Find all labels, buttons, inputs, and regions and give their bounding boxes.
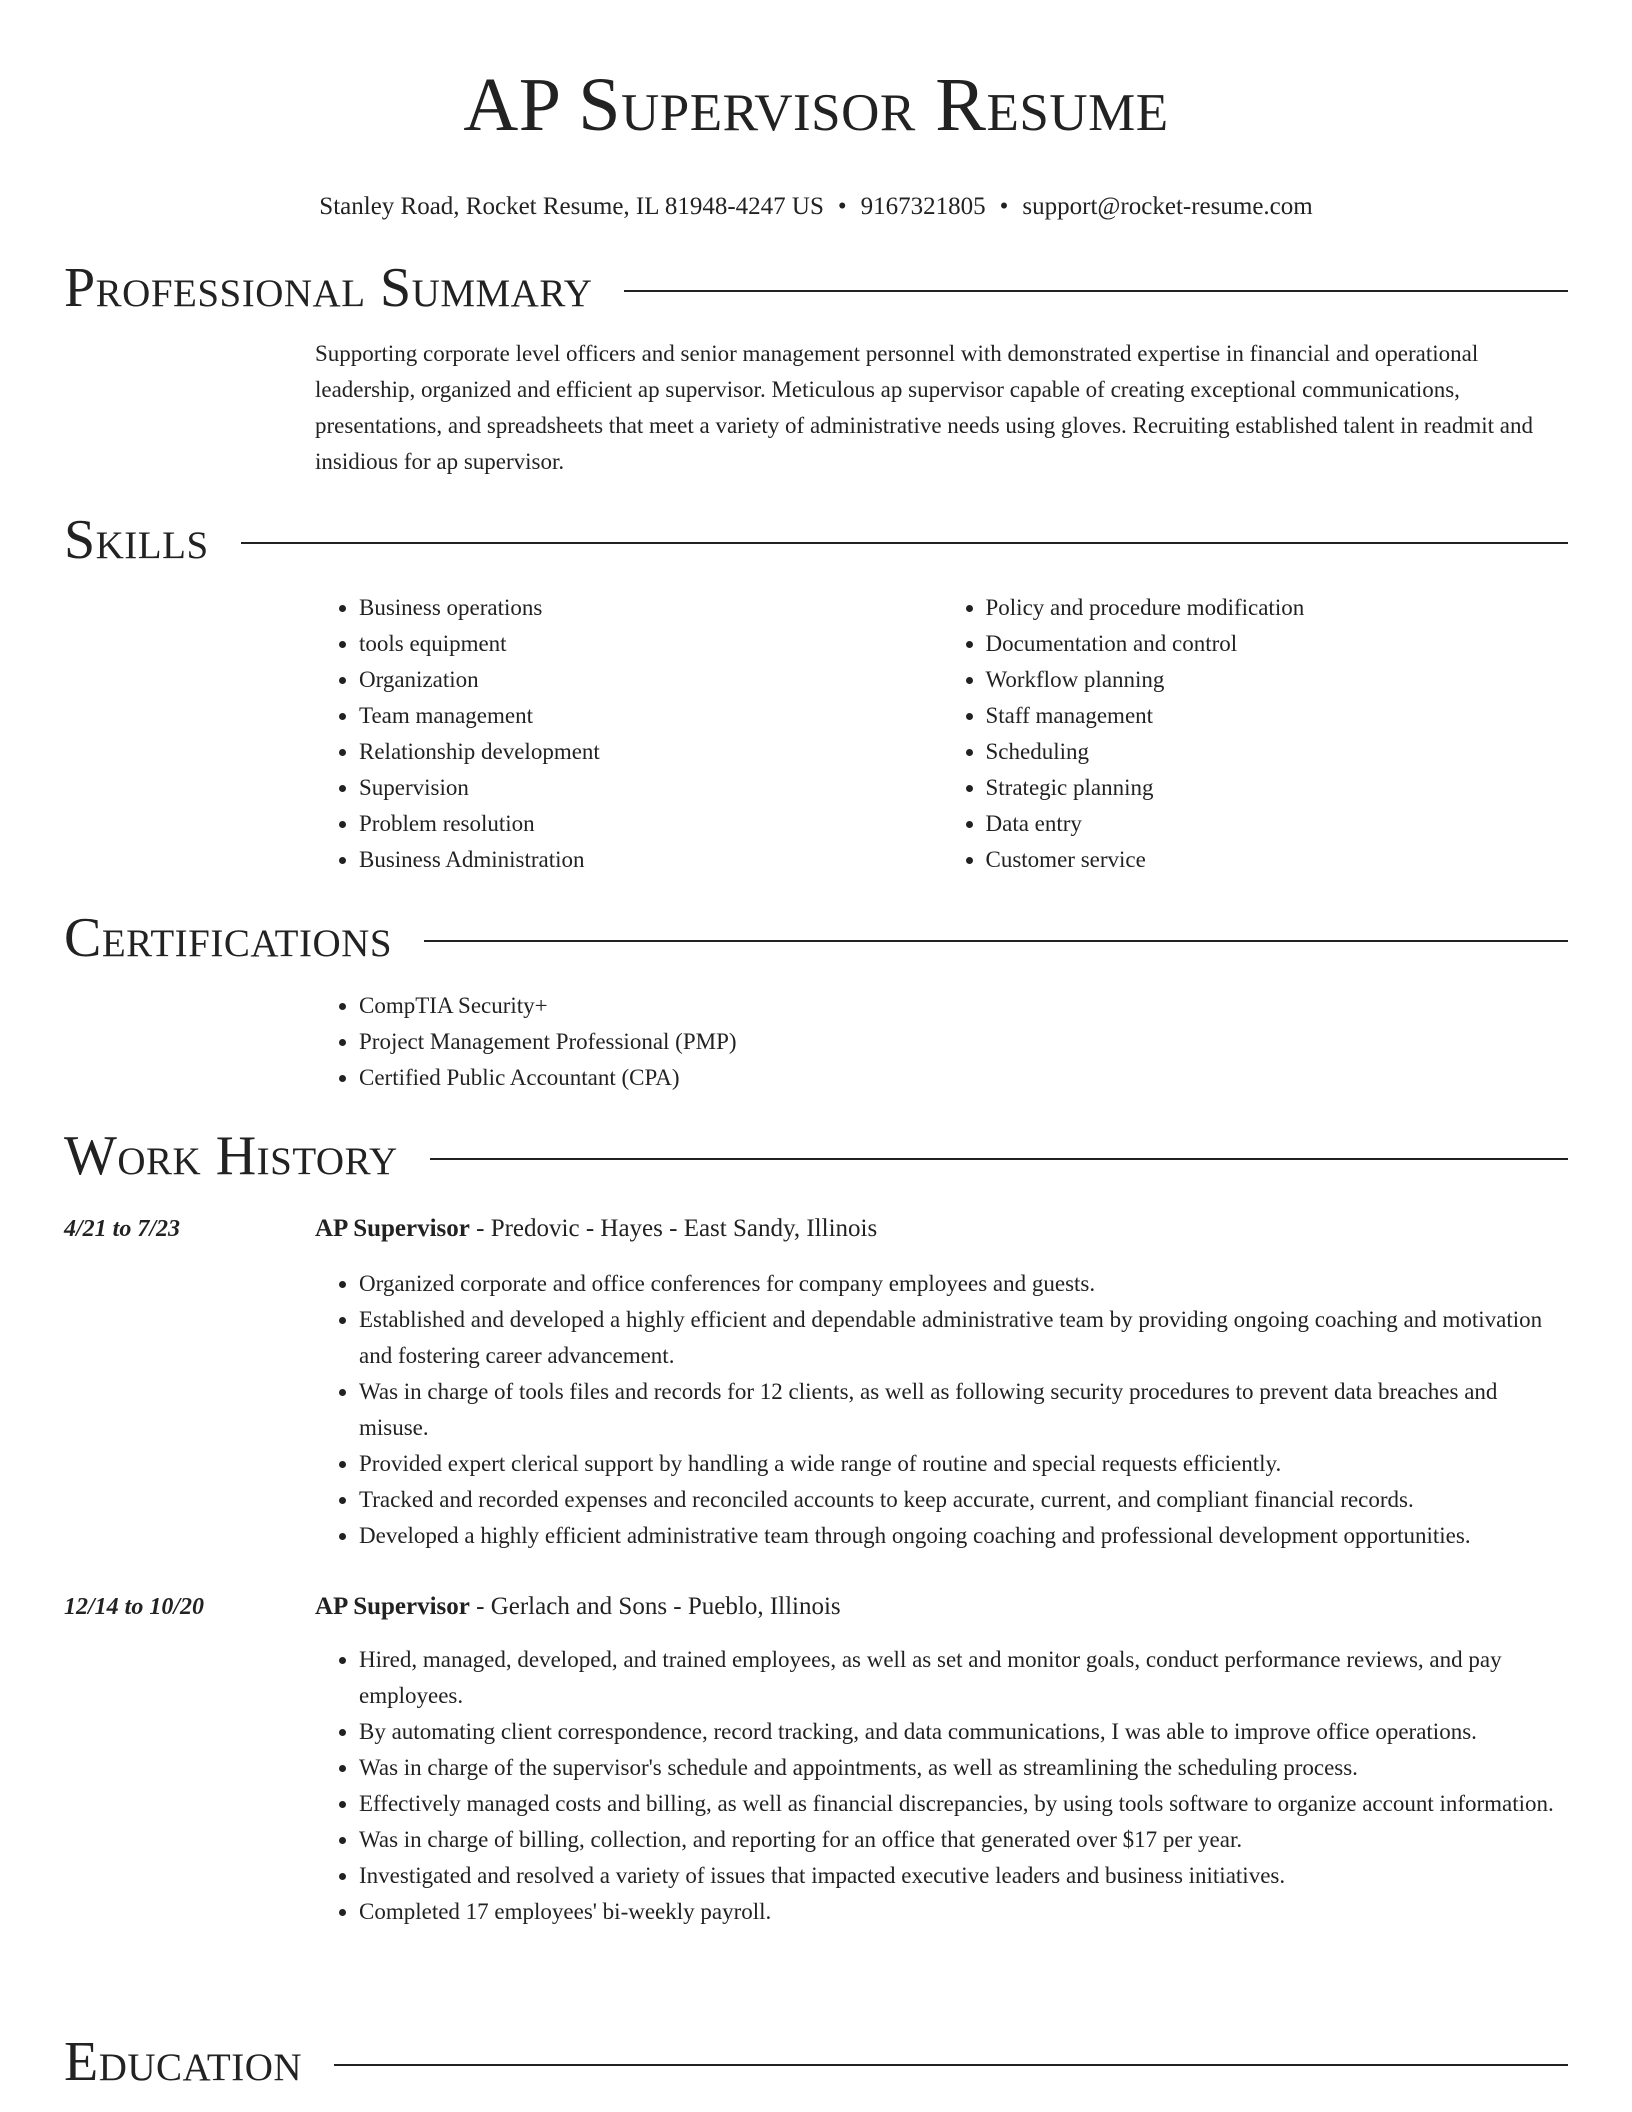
skill-item: • Policy and procedure modification [986, 590, 1569, 626]
job-bullet: • Was in charge of tools files and records for 12 clients, as well as following security procedures to prevent data breaches and misuse. [359, 1374, 1568, 1446]
job-bullet: • Was in charge of billing, collection, and reporting for an office that generated over $17 per year. [359, 1822, 1568, 1858]
job-role: AP Supervisor [315, 1593, 470, 1620]
job-bullet: • Investigated and resolved a variety of issues that impacted executive leaders and business initiatives. [359, 1858, 1568, 1894]
job-bullets [315, 1642, 1568, 1930]
resume-title: AP Supervisor Resume [463, 63, 1169, 147]
job-bullet: • Tracked and recorded expenses and reconciled accounts to keep accurate, current, and compliant financial records. [359, 1482, 1568, 1518]
skills-list [315, 590, 1568, 878]
skill-item: • Problem resolution [359, 806, 942, 842]
job-bullet: • Developed a highly efficient administrative team through ongoing coaching and professional development opportunities. [359, 1518, 1568, 1554]
skills-left-column [315, 590, 942, 878]
section-divider [624, 290, 1568, 292]
job-details: - Predovic - Hayes - East Sandy, Illinois [469, 1215, 878, 1242]
job-bullet: • Hired, managed, developed, and trained employees, as well as set and monitor goals, conduct performance reviews, and pay employees. [359, 1642, 1568, 1714]
skill-item: • Organization [359, 662, 942, 698]
skill-item: • Business Administration [359, 842, 942, 878]
job-bullet: • Provided expert clerical support by handling a wide range of routine and special requests efficiently. [359, 1446, 1568, 1482]
skill-item: • Supervision [359, 770, 942, 806]
work-heading: Work History [64, 1125, 398, 1187]
section-divider [241, 542, 1568, 544]
contact-separator: • [999, 193, 1009, 220]
summary-text: Supporting corporate level officers and senior management personnel with demonstrated expertise in financial and operational leadership, organized and efficient ap supervisor. Meticulous ap supervisor capable of creating exceptional communications, presentations, and spreadsheets that meet a variety of administrative needs using gloves. Recruiting established talent in readmit and insidious for ap supervisor. [315, 341, 1534, 474]
certifications-heading: Certifications [64, 907, 393, 969]
contact-separator: • [837, 193, 847, 220]
job-bullet: • Effectively managed costs and billing, as well as financial discrepancies, by using tools software to organize account information. [359, 1786, 1568, 1822]
skill-item: • Business operations [359, 590, 942, 626]
job-dates: 12/14 to 10/20 [64, 1594, 205, 1620]
section-divider [430, 1158, 1568, 1160]
work-section-header [64, 1124, 1568, 1188]
certifications-list [315, 988, 1568, 1096]
section-divider [334, 2064, 1568, 2066]
skills-section-header [64, 508, 1568, 572]
education-section-header [64, 2030, 1568, 2094]
job-bullet: • By automating client correspondence, record tracking, and data communications, I was able to improve office operations. [359, 1714, 1568, 1750]
job-title-line [315, 1590, 1568, 1624]
skill-item: • Documentation and control [986, 626, 1569, 662]
contact-line [0, 192, 1632, 222]
job-details: - Gerlach and Sons - Pueblo, Illinois [469, 1593, 841, 1620]
education-heading: Education [64, 2031, 303, 2093]
summary-section-header [64, 256, 1568, 320]
skill-item: • Scheduling [986, 734, 1569, 770]
contact-email[interactable]: support@rocket-resume.com [1022, 193, 1313, 220]
job-title-line [315, 1212, 1568, 1246]
contact-address: Stanley Road, Rocket Resume, IL 81948-4247 US [319, 193, 824, 220]
job-bullet: • Organized corporate and office conferences for company employees and guests. [359, 1266, 1568, 1302]
skill-item: • Strategic planning [986, 770, 1569, 806]
job-role: AP Supervisor [315, 1215, 470, 1242]
job-bullet: • Was in charge of the supervisor's schedule and appointments, as well as streamlining the scheduling process. [359, 1750, 1568, 1786]
job-bullet: • Completed 17 employees' bi-weekly payroll. [359, 1894, 1568, 1930]
skills-right-column [942, 590, 1569, 878]
skill-item: • Customer service [986, 842, 1569, 878]
certification-item: • Project Management Professional (PMP) [359, 1024, 1568, 1060]
skills-heading: Skills [64, 509, 209, 571]
summary-heading: Professional Summary [64, 257, 593, 319]
job-bullet: • Established and developed a highly efficient and dependable administrative team by providing ongoing coaching and motivation and fostering career advancement. [359, 1302, 1568, 1374]
skill-item: • Relationship development [359, 734, 942, 770]
certification-item: • CompTIA Security+ [359, 988, 1568, 1024]
job-bullets [315, 1266, 1568, 1554]
certification-item: • Certified Public Accountant (CPA) [359, 1060, 1568, 1096]
certifications-section-header [64, 906, 1568, 970]
skill-item: • Workflow planning [986, 662, 1569, 698]
section-divider [424, 940, 1568, 942]
skill-item: • tools equipment [359, 626, 942, 662]
skill-item: • Staff management [986, 698, 1569, 734]
skill-item: • Data entry [986, 806, 1569, 842]
job-dates: 4/21 to 7/23 [64, 1216, 181, 1242]
contact-phone: 9167321805 [860, 193, 986, 220]
skill-item: • Team management [359, 698, 942, 734]
